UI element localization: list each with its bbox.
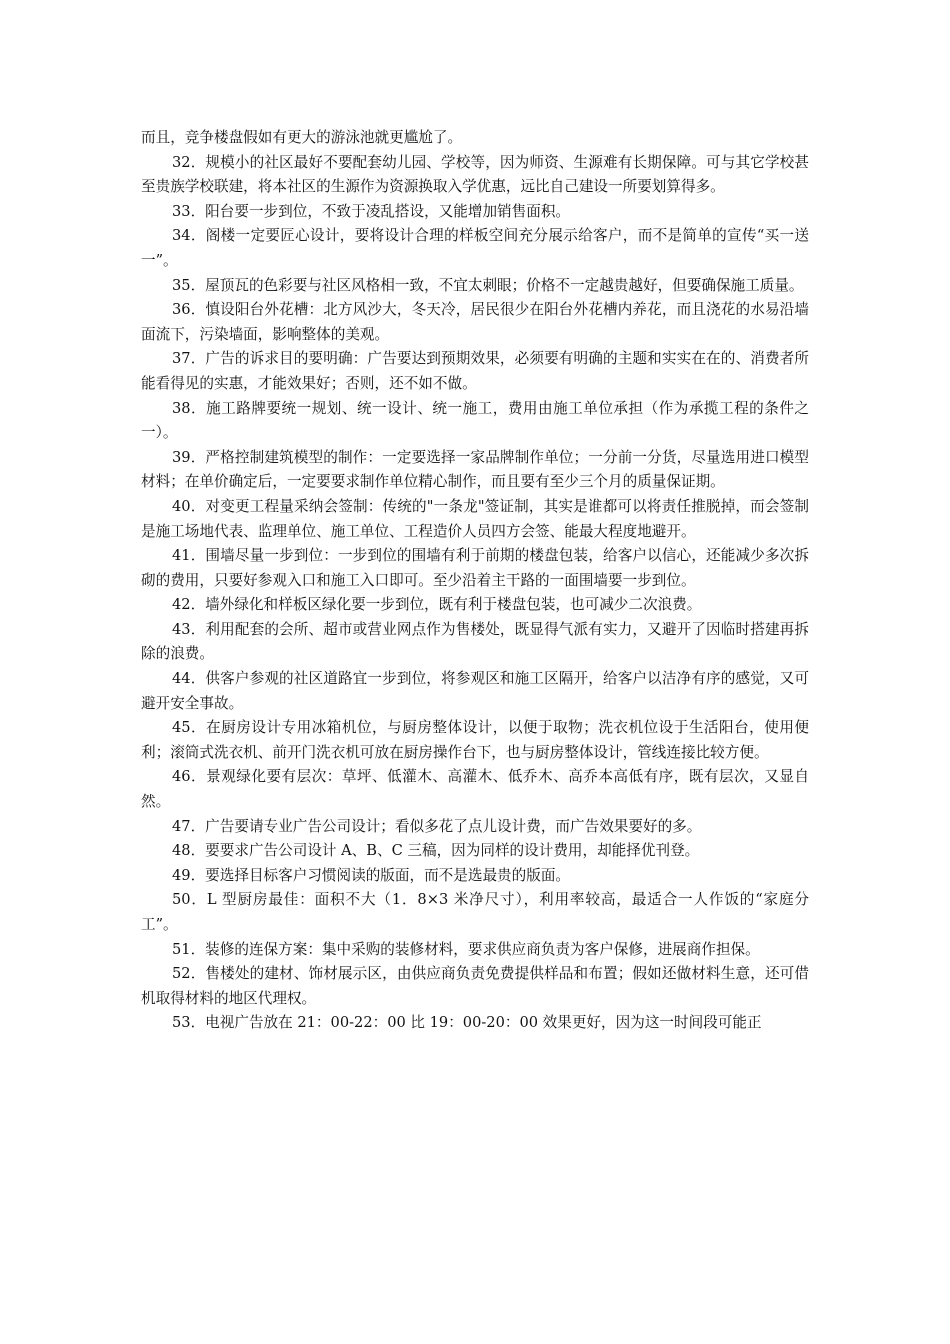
paragraph-item-44: 44．供客户参观的社区道路宜一步到位，将参观区和施工区隔开，给客户以洁净有序的感觉，又可避开安全事故。 bbox=[141, 670, 809, 712]
paragraph-item-36: 36．慎设阳台外花槽：北方风沙大，冬天冷，居民很少在阳台外花槽内养花，而且浇花的水易沿墙面流下，污染墙面，影响整体的美观。 bbox=[141, 301, 809, 343]
paragraph-item-47: 47．广告要请专业广告公司设计；看似多花了点儿设计费，而广告效果要好的多。 bbox=[172, 817, 702, 835]
paragraph-item-40: 40．对变更工程量采纳会签制：传统的"一条龙"签证制，其实是谁都可以将责任推脱掉，而会签制是施工场地代表、监理单位、施工单位、工程造价人员四方会签、能最大程度地避开。 bbox=[141, 497, 809, 540]
paragraph-item-48: 48．要要求广告公司设计 A、B、C 三稿，因为同样的设计费用，却能择优刊登。 bbox=[172, 842, 700, 860]
paragraph-item-43: 43．利用配套的会所、超市或营业网点作为售楼处，既显得气派有实力，又避开了因临时搭建再拆除的浪费。 bbox=[141, 620, 809, 663]
paragraph-item-39: 39．严格控制建筑模型的制作：一定要选择一家品牌制作单位；一分前一分货，尽量选用进口模型材料；在单价确定后，一定要要求制作单位精心制作，而且要有至少三个月的质量保证期。 bbox=[141, 448, 809, 491]
paragraph-item-38: 38．施工路牌要统一规划、统一设计、统一施工，费用由施工单位承担（作为承揽工程的条件之一）。 bbox=[141, 399, 809, 442]
paragraph-item-52: 52．售楼处的建材、饰材展示区，由供应商负责免费提供样品和布置；假如还做材料生意，还可借机取得材料的地区代理权。 bbox=[141, 965, 809, 1007]
document-page bbox=[141, 126, 809, 1036]
paragraph-item-50: 50．L 型厨房最佳：面积不大（1．8×3 米净尺寸），利用率较高，最适合一人作饭的“家庭分工”。 bbox=[141, 891, 809, 933]
paragraph-item-33: 33．阳台要一步到位，不致于凌乱搭设，又能增加销售面积。 bbox=[172, 202, 571, 220]
paragraph-item-34: 34．阁楼一定要匠心设计，要将设计合理的样板空间充分展示给客户，而不是简单的宣传“买一送一”。 bbox=[141, 227, 809, 269]
paragraph-item-41: 41．围墙尽量一步到位：一步到位的围墙有利于前期的楼盘包装，给客户以信心，还能减少多次拆砌的费用，只要好参观入口和施工入口即可。至少沿着主干路的一面围墙要一步到位。 bbox=[141, 547, 809, 589]
paragraph-item-42: 42．墙外绿化和样板区绿化要一步到位，既有利于楼盘包装，也可减少二次浪费。 bbox=[172, 596, 702, 614]
paragraph-item-51: 51．装修的连保方案：集中采购的装修材料，要求供应商负责为客户保修，进展商作担保。 bbox=[172, 940, 760, 958]
paragraph-item-45: 45．在厨房设计专用冰箱机位，与厨房整体设计，以便于取物；洗衣机位设于生活阳台，使用便利；滚筒式洗衣机、前开门洗衣机可放在厨房操作台下，也与厨房整体设计，管线连接比较方便。 bbox=[141, 719, 809, 761]
paragraph-continuation: 而且，竞争楼盘假如有更大的游泳池就更尴尬了。 bbox=[141, 129, 463, 146]
paragraph-item-32: 32．规模小的社区最好不要配套幼儿园、学校等，因为师资、生源难有长期保障。可与其它学校甚至贵族学校联建，将本社区的生源作为资源换取入学优惠，远比自己建设一所要划算得多。 bbox=[141, 153, 809, 196]
paragraph-item-35: 35．屋顶瓦的色彩要与社区风格相一致，不宜太刺眼；价格不一定越贵越好，但要确保施工质量。 bbox=[172, 276, 804, 294]
paragraph-item-49: 49．要选择目标客户习惯阅读的版面，而不是选最贵的版面。 bbox=[172, 866, 571, 884]
paragraph-item-53: 53．电视广告放在 21：00-22：00 比 19：00-20：00 效果更好，因为这一时间段可能正 bbox=[172, 1014, 762, 1032]
paragraph-item-37: 37．广告的诉求目的要明确：广告要达到预期效果，必须要有明确的主题和实实在在的、消费者所能看得见的实惠，才能效果好；否则，还不如不做。 bbox=[141, 350, 809, 392]
paragraph-item-46: 46．景观绿化要有层次：草坪、低灌木、高灌木、低乔木、高乔本高低有序，既有层次，又显自然。 bbox=[141, 768, 809, 811]
